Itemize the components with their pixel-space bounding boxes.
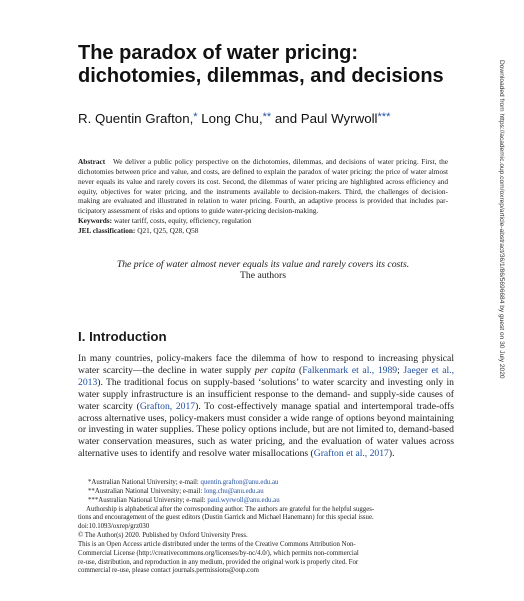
footnote-1 xyxy=(78,479,450,488)
epigraph-attribution: The authors xyxy=(239,270,286,281)
intro-text-paren: ( xyxy=(295,364,303,376)
footnote-2-text: **Australian National University; e-mail: xyxy=(88,487,204,495)
intro-text-3: ). The traditional focus on supply-based ‘solutions’ to water scarcity and investing only in water supply infrastructure is an insufficient response to the demand- and supply-side causes of water scarcity ( xyxy=(78,376,454,412)
license-line-1: This is an Open Access article distributed under the terms of the Creative Commons Attribution Non- xyxy=(78,540,356,548)
epigraph xyxy=(78,259,448,281)
keywords-text: water tariff, costs, equity, efficiency, regulation xyxy=(113,216,252,226)
intro-text-1: In many countries, policy-makers face the dilemma of how to respond to increasing physical water scarcity—the decline in water supply xyxy=(78,353,454,376)
footnote-3-text: ***Australian National University; e-mail: xyxy=(88,496,208,504)
section-heading: I. Introduction xyxy=(78,329,167,344)
author-list xyxy=(78,109,478,127)
abstract-text: We deliver a public policy perspective on the dichotomies, dilemmas, and decisions of water pricing. First, the dichotomies between price and value, and costs, are defined to explain the paradox of water pricing: the price of water almost never equals its value and rarely covers its cost. Second, the dilemmas of water pricing are highlighted across efficiency and equity, objectives for water pricing, and the instruments available to decision-makers. Third, the challenges of decision-making are evaluated and illustrated in relation to water pricing. Fourth, an adaptive process is provided that includes participatory assessment of risks and options to guide water-pricing decision-making. xyxy=(78,157,448,216)
citation-grafton-etal-2017[interactable]: Grafton et al., 2017 xyxy=(313,448,389,460)
jel-classification xyxy=(78,226,448,236)
title-line-1: The paradox of water pricing: xyxy=(78,42,359,64)
acknowledgement-line-1: Authorship is alphabetical after the corresponding author. The authors are grateful for the helpful sugges- xyxy=(86,505,375,513)
title-line-2: dichotomies, dilemmas, and decisions xyxy=(78,65,444,87)
abstract xyxy=(78,157,448,236)
citation-falkenmark[interactable]: Falkenmark et al., 1989 xyxy=(302,364,398,376)
jel-label: JEL classification: xyxy=(78,225,136,235)
author-wyrwoll: and Paul Wyrwoll xyxy=(271,111,378,126)
intro-text-2: ; xyxy=(397,364,404,376)
footnote-mark-1[interactable]: * xyxy=(193,111,198,123)
epigraph-quote: The price of water almost never equals its value and rarely covers its costs. xyxy=(116,259,410,270)
doi: doi:10.1093/oxrep/grz030 xyxy=(78,523,150,531)
intro-italic: per capita xyxy=(254,364,296,376)
footnote-3 xyxy=(78,497,450,506)
intro-paragraph xyxy=(78,353,454,460)
jel-text: Q21, Q25, Q28, Q58 xyxy=(137,225,199,235)
email-grafton[interactable]: quentin.grafton@anu.edu.au xyxy=(200,479,279,486)
citation-jaeger[interactable]: Jaeger et al., 2013 xyxy=(78,364,454,388)
footnote-1-text: *Australian National University; e-mail: xyxy=(88,479,201,486)
author-grafton: R. Quentin Grafton, xyxy=(78,111,194,126)
intro-text-4: ). To cost-effectively manage spatial and intertemporal trade-offs across alternative uses, policy-makers must consider a wide range of options beyond maintaining or investing in water supplies. These policy options include, but are not limited to, demand-based water conservation measures, such as water pricing, and the evaluation of water values across alternative uses to identify and resolve water misallocations ( xyxy=(78,400,454,460)
license-line-4: commercial re-use, please contact journals.permissions@oup.com xyxy=(78,567,259,575)
citation-grafton-2017[interactable]: Grafton, 2017 xyxy=(139,400,196,412)
keywords-label: Keywords: xyxy=(78,216,113,226)
keywords xyxy=(78,216,448,226)
footnote-mark-3[interactable]: *** xyxy=(377,111,391,123)
footnotes xyxy=(78,479,450,576)
abstract-body xyxy=(78,157,448,216)
license-line-3: re-use, distribution, and reproduction in any medium, provided the original work is properly cited. For xyxy=(78,558,359,566)
abstract-label: Abstract xyxy=(78,157,106,166)
license-line-2: Commercial License (http://creativecommons.org/licenses/by-nc/4.0/), which permits non-commercial xyxy=(78,549,359,557)
acknowledgement-line-2: tions and encouragement of the guest editors (Dustin Garrick and Michael Hanemann) for this special issue. xyxy=(78,514,374,522)
author-chu: Long Chu, xyxy=(197,111,263,126)
copyright: © The Author(s) 2020. Published by Oxford University Press. xyxy=(78,532,248,540)
email-wyrwoll[interactable]: paul.wyrwoll@anu.edu.au xyxy=(207,496,280,504)
footnote-2 xyxy=(78,488,450,497)
footnote-mark-2[interactable]: ** xyxy=(262,111,272,123)
intro-text-5: ). xyxy=(388,448,395,460)
email-chu[interactable]: long.chu@anu.edu.au xyxy=(203,487,264,495)
download-watermark: Downloaded from https://academic.oup.com/oxrep/article-abstract/36/1/86/5696684 by guest on 30 July 2020 xyxy=(498,60,505,379)
paper-title xyxy=(78,42,478,88)
